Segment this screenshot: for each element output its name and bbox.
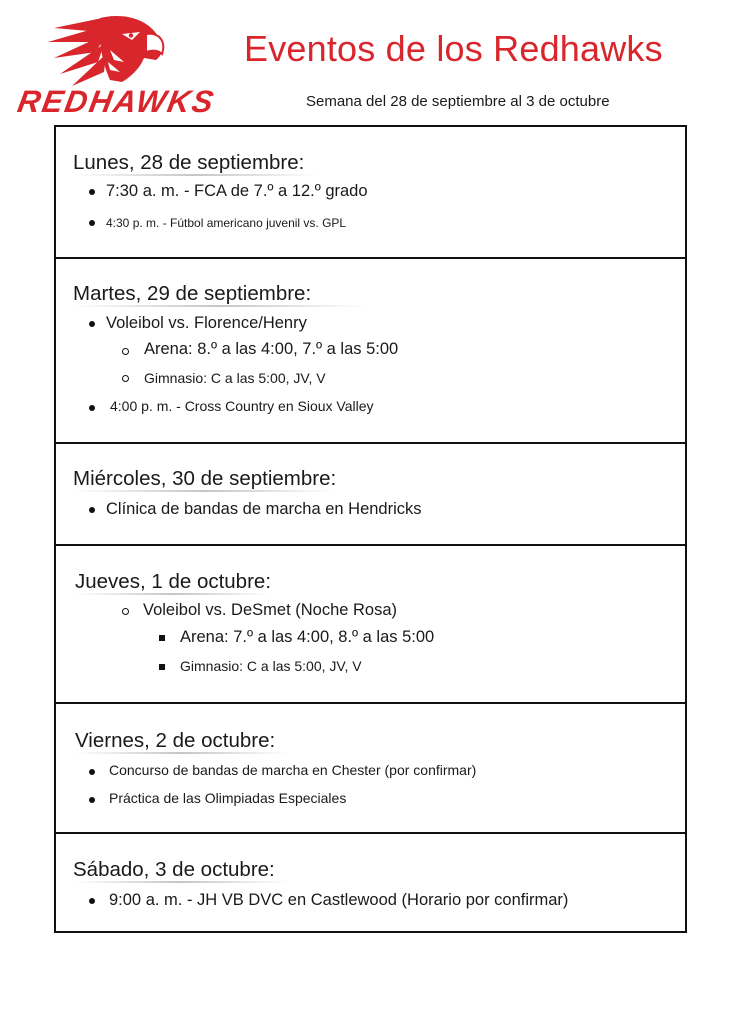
bullet-square-icon [159, 635, 165, 641]
bullet-disc-icon [89, 797, 95, 803]
bullet-circle-icon [122, 375, 129, 382]
event-item: Voleibol vs. DeSmet (Noche Rosa) [143, 601, 398, 619]
day-wednesday [56, 442, 685, 546]
event-subitem: Gimnasio: C a las 5:00, JV, V [180, 658, 362, 674]
bullet-disc-icon [89, 189, 95, 195]
event-item: 9:00 a. m. - JH VB DVC en Castlewood (Horario por confirmar) [109, 891, 569, 909]
bullet-disc-icon [89, 769, 95, 775]
day-title-thursday: Jueves, 1 de octubre: [75, 570, 272, 593]
bullet-disc-icon [89, 321, 95, 327]
logo-wordmark: REDHAWKS [15, 84, 219, 119]
day-title-saturday: Sábado, 3 de octubre: [73, 858, 289, 883]
day-title-monday: Lunes, 28 de septiembre: [73, 151, 318, 176]
week-subtitle: Semana del 28 de septiembre al 3 de octubre [306, 93, 610, 110]
day-thursday [56, 544, 685, 704]
bullet-circle-icon [122, 348, 129, 355]
day-friday [56, 702, 685, 834]
day-saturday [56, 832, 685, 933]
bullet-disc-icon [89, 220, 95, 226]
day-title-friday: Viernes, 2 de octubre: [75, 729, 289, 754]
bullet-circle-icon [122, 608, 129, 615]
day-title-tuesday: Martes, 29 de septiembre: [73, 282, 365, 307]
event-item: 4:30 p. m. - Fútbol americano juvenil vs. GPL [106, 216, 347, 230]
bullet-disc-icon [89, 405, 95, 411]
event-item: Voleibol vs. Florence/Henry [106, 314, 307, 332]
event-item: 4:00 p. m. - Cross Country en Sioux Valley [110, 398, 374, 414]
bullet-disc-icon [89, 507, 95, 513]
schedule-table [54, 125, 687, 933]
event-item: 7:30 a. m. - FCA de 7.º a 12.º grado [106, 182, 368, 200]
page-title: Eventos de los Redhawks [244, 28, 663, 69]
bullet-square-icon [159, 664, 165, 670]
event-item: Práctica de las Olimpiadas Especiales [109, 790, 347, 806]
redhawks-logo [14, 10, 219, 118]
bullet-disc-icon [89, 898, 95, 904]
day-tuesday [56, 257, 685, 444]
event-item: Concurso de bandas de marcha en Chester (por confirmar) [109, 762, 477, 778]
day-title-wednesday: Miércoles, 30 de septiembre: [73, 467, 337, 490]
event-item: Clínica de bandas de marcha en Hendricks [106, 500, 422, 518]
day-monday [56, 127, 685, 259]
event-subitem: Gimnasio: C a las 5:00, JV, V [144, 370, 326, 386]
event-subitem: Arena: 7.º a las 4:00, 8.º a las 5:00 [180, 628, 435, 646]
event-subitem: Arena: 8.º a las 4:00, 7.º a las 5:00 [144, 340, 399, 358]
